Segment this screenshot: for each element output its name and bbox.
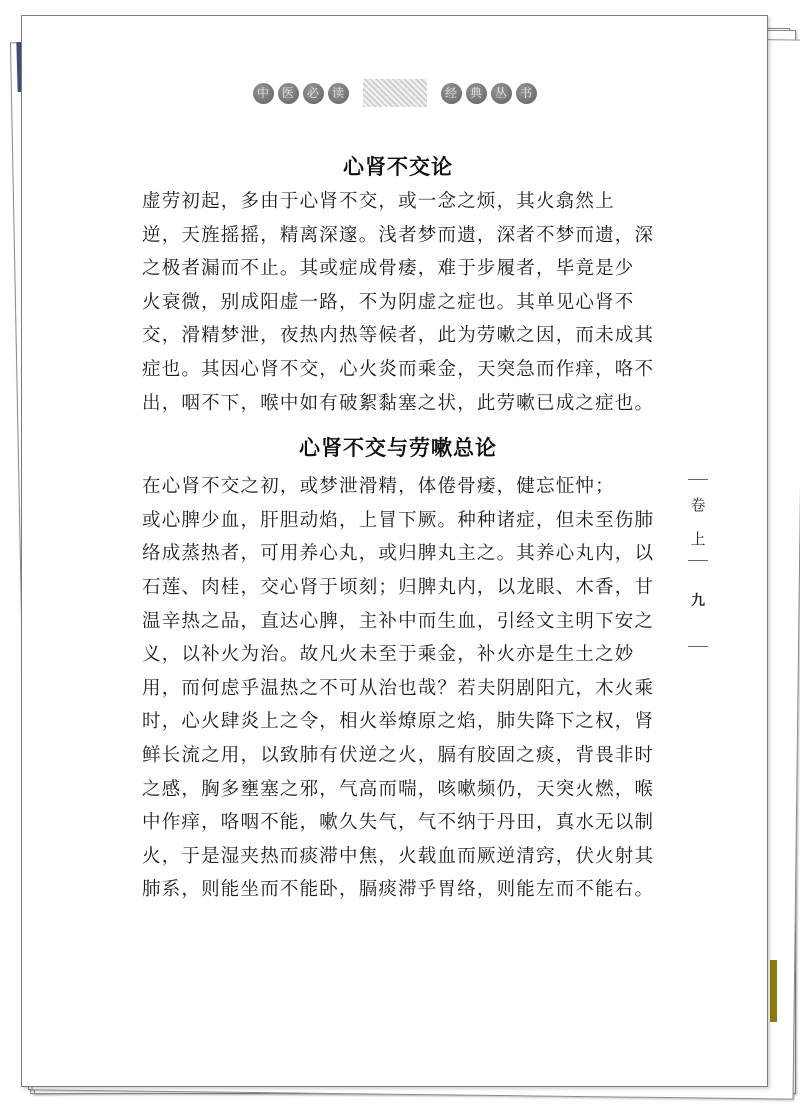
text-line: 之感，胸多壅塞之邪，气高而喘，咳嗽频仍，天突火燃，喉: [142, 778, 655, 800]
text-line: 石莲、肉桂，交心肾于顷刻；归脾丸内，以龙眼、木香，甘: [142, 576, 655, 598]
text-line: 鲜长流之用，以致肺有伏逆之火，膈有胶固之痰，背畏非时: [142, 744, 655, 766]
divider: [688, 646, 708, 647]
text-line: 络成蒸热者，可用养心丸，或归脾丸主之。其养心丸内，以: [142, 543, 655, 565]
page-body: [142, 149, 654, 907]
text-line: 火衰微，别成阳虚一路，不为阴虚之症也。其单见心肾不: [142, 291, 635, 313]
section-paragraph: [142, 470, 654, 907]
side-margin-marker: [678, 479, 718, 647]
series-char: 丛: [491, 83, 512, 104]
text-line: 肺系，则能坐而不能卧，膈痰滞乎胃络，则能左而不能右。: [142, 879, 655, 901]
text-line: 中作痒，咯咽不能，嗽久失气，气不纳于丹田，真水无以制: [142, 812, 655, 834]
series-char: 典: [466, 83, 487, 104]
volume-char: 卷: [690, 496, 706, 514]
series-char: 书: [516, 83, 537, 104]
cover-edge-gold: [770, 960, 777, 1022]
section-title: 心肾不交与劳嗽总论: [299, 435, 497, 461]
divider: [688, 479, 708, 480]
text-line: 虚劳初起，多由于心肾不交，或一念之烦，其火翕然上: [142, 191, 615, 212]
series-char: 中: [253, 83, 274, 104]
text-line: 交，滑精梦泄，夜热内热等候者，此为劳嗽之因，而未成其: [142, 325, 655, 347]
section-title: 心肾不交论: [343, 154, 453, 179]
text-line: 火，于是湿夹热而痰滞中焦，火载血而厥逆清窍，伏火射其: [142, 845, 655, 867]
text-line: 逆，天旌摇摇，精离深邃。浅者梦而遗，深者不梦而遗，深: [142, 224, 655, 246]
volume-char: 上: [690, 530, 706, 548]
text-line: 症也。其因心肾不交，心火炎而乘金，天突急而作痒，咯不: [142, 358, 655, 380]
page-number: 九: [691, 593, 705, 609]
running-header: [22, 78, 767, 108]
series-char: 经: [441, 83, 462, 104]
text-line: 出，咽不下，喉中如有破絮黏塞之状，此劳嗽已成之症也。: [142, 392, 655, 414]
series-char: 读: [328, 83, 349, 104]
section-paragraph: [142, 185, 654, 420]
text-line: 温辛热之品，直达心脾，主补中而生血，引经文主明下安之: [142, 610, 655, 632]
divider: [688, 560, 708, 561]
series-char: 必: [303, 83, 324, 104]
text-line: 义，以补火为治。故凡火未至于乘金，补火亦是生土之妙: [142, 644, 635, 666]
ornament-emblem-icon: [363, 79, 427, 107]
series-char: 医: [278, 83, 299, 104]
text-line: 或心脾少血，肝胆动焰，上冒下厥。种种诸症，但未至伤肺: [142, 509, 655, 531]
text-line: 在心肾不交之初，或梦泄滑精，体倦骨痿，健忘怔忡；: [142, 476, 615, 498]
book-page: [21, 15, 768, 1087]
text-line: 用，而何虑乎温热之不可从治也哉？若夫阴剧阳亢，木火乘: [142, 677, 655, 699]
text-line: 时，心火肆炎上之令，相火举燎原之焰，肺失降下之权，肾: [142, 711, 655, 733]
text-line: 之极者漏而不止。其或症成骨痿，难于步履者，毕竟是少: [142, 258, 635, 280]
